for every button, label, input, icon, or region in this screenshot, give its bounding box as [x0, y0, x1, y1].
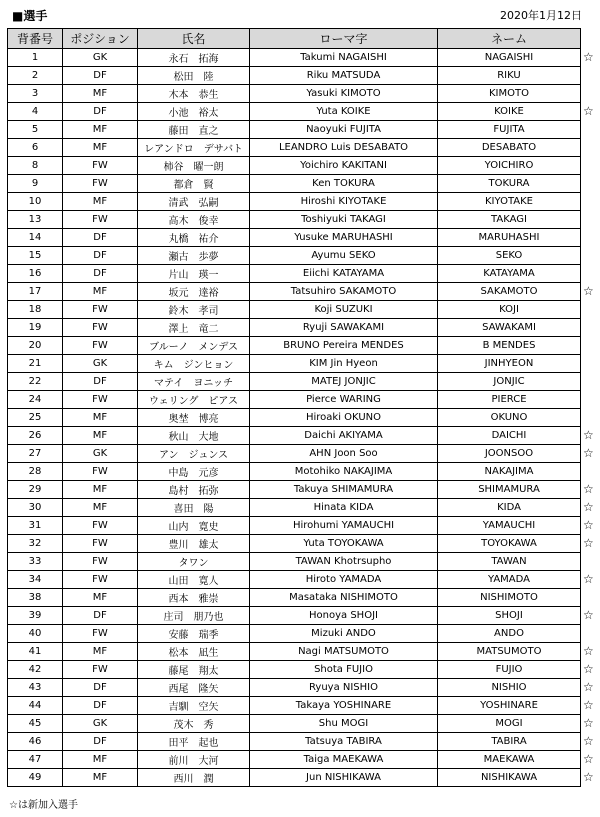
cell-name: 松田 陸 — [138, 67, 250, 85]
cell-name: 庄司 朋乃也 — [138, 607, 250, 625]
cell-position: FW — [63, 157, 138, 175]
cell-roman: Hiroto YAMADA — [250, 571, 438, 589]
page-title: ■選手 — [12, 9, 48, 23]
cell-roman: Yusuke MARUHASHI — [250, 229, 438, 247]
cell-number: 4 — [8, 103, 63, 121]
new-player-star-icon: ☆ — [583, 446, 594, 460]
cell-number: 25 — [8, 409, 63, 427]
cell-position: MF — [63, 499, 138, 517]
cell-roman: Yasuki KIMOTO — [250, 85, 438, 103]
cell-name: 吉馴 空矢 — [138, 697, 250, 715]
cell-roman: Takaya YOSHINARE — [250, 697, 438, 715]
table-row — [8, 283, 581, 301]
cell-roman: Takumi NAGAISHI — [250, 49, 438, 67]
table-row — [8, 247, 581, 265]
cell-number: 29 — [8, 481, 63, 499]
cell-name: ウェリング ピアス — [138, 391, 250, 409]
cell-number: 38 — [8, 589, 63, 607]
cell-position: FW — [63, 337, 138, 355]
new-player-star-icon: ☆ — [583, 284, 594, 298]
new-player-star-icon: ☆ — [583, 608, 594, 622]
cell-number: 49 — [8, 769, 63, 787]
cell-roman: Motohiko NAKAJIMA — [250, 463, 438, 481]
cell-position: FW — [63, 391, 138, 409]
cell-nickname: YAMADA — [438, 571, 581, 589]
cell-name: 藤尾 翔太 — [138, 661, 250, 679]
cell-name: 茂木 秀 — [138, 715, 250, 733]
cell-roman: Nagi MATSUMOTO — [250, 643, 438, 661]
cell-roman: Ken TOKURA — [250, 175, 438, 193]
cell-position: MF — [63, 751, 138, 769]
col-header-position: ポジション — [63, 29, 138, 49]
cell-roman: LEANDRO Luis DESABATO — [250, 139, 438, 157]
cell-roman: TAWAN Khotrsupho — [250, 553, 438, 571]
new-player-star-icon: ☆ — [583, 536, 594, 550]
table-row — [8, 373, 581, 391]
table-row — [8, 571, 581, 589]
cell-number: 42 — [8, 661, 63, 679]
cell-name: タワン — [138, 553, 250, 571]
cell-name: 田平 起也 — [138, 733, 250, 751]
table-row — [8, 409, 581, 427]
cell-nickname: TABIRA — [438, 733, 581, 751]
table-row — [8, 751, 581, 769]
table-row — [8, 697, 581, 715]
cell-number: 16 — [8, 265, 63, 283]
cell-name: 豊川 雄太 — [138, 535, 250, 553]
cell-roman: Toshiyuki TAKAGI — [250, 211, 438, 229]
cell-position: GK — [63, 715, 138, 733]
cell-roman: Eiichi KATAYAMA — [250, 265, 438, 283]
cell-name: 松本 凪生 — [138, 643, 250, 661]
table-row — [8, 445, 581, 463]
cell-nickname: JOONSOO — [438, 445, 581, 463]
table-row — [8, 715, 581, 733]
cell-roman: Riku MATSUDA — [250, 67, 438, 85]
cell-name: 小池 裕太 — [138, 103, 250, 121]
cell-nickname: NAGAISHI — [438, 49, 581, 67]
cell-position: MF — [63, 409, 138, 427]
cell-roman: Hiroaki OKUNO — [250, 409, 438, 427]
cell-nickname: MATSUMOTO — [438, 643, 581, 661]
cell-nickname: NISHIO — [438, 679, 581, 697]
footnote: ☆は新加入選手 — [9, 800, 78, 811]
col-header-name: 氏名 — [138, 29, 250, 49]
cell-number: 18 — [8, 301, 63, 319]
cell-nickname: TAWAN — [438, 553, 581, 571]
table-row — [8, 517, 581, 535]
cell-nickname: YAMAUCHI — [438, 517, 581, 535]
table-row — [8, 391, 581, 409]
cell-position: FW — [63, 517, 138, 535]
cell-roman: Hinata KIDA — [250, 499, 438, 517]
cell-number: 39 — [8, 607, 63, 625]
cell-roman: Takuya SHIMAMURA — [250, 481, 438, 499]
table-row — [8, 769, 581, 787]
cell-nickname: B MENDES — [438, 337, 581, 355]
col-header-nickname: ネーム — [438, 29, 581, 49]
cell-number: 34 — [8, 571, 63, 589]
new-player-star-icon: ☆ — [583, 644, 594, 658]
document-date: 2020年1月12日 — [500, 9, 582, 22]
cell-name: マテイ ヨニッチ — [138, 373, 250, 391]
cell-number: 41 — [8, 643, 63, 661]
table-row — [8, 175, 581, 193]
cell-position: MF — [63, 193, 138, 211]
cell-number: 45 — [8, 715, 63, 733]
cell-number: 30 — [8, 499, 63, 517]
cell-position: MF — [63, 427, 138, 445]
cell-name: 清武 弘嗣 — [138, 193, 250, 211]
cell-roman: Ryuji SAWAKAMI — [250, 319, 438, 337]
cell-name: 高木 俊幸 — [138, 211, 250, 229]
cell-nickname: MARUHASHI — [438, 229, 581, 247]
cell-position: DF — [63, 679, 138, 697]
cell-nickname: KIMOTO — [438, 85, 581, 103]
cell-position: GK — [63, 355, 138, 373]
cell-nickname: SHIMAMURA — [438, 481, 581, 499]
cell-nickname: DAICHI — [438, 427, 581, 445]
cell-roman: Masataka NISHIMOTO — [250, 589, 438, 607]
col-header-roman: ローマ字 — [250, 29, 438, 49]
cell-name: 喜田 陽 — [138, 499, 250, 517]
table-row — [8, 679, 581, 697]
cell-nickname: DESABATO — [438, 139, 581, 157]
new-player-star-icon: ☆ — [583, 752, 594, 766]
col-header-number: 背番号 — [8, 29, 63, 49]
cell-position: MF — [63, 769, 138, 787]
new-player-star-icon: ☆ — [583, 572, 594, 586]
table-row — [8, 121, 581, 139]
cell-position: DF — [63, 607, 138, 625]
cell-roman: Hiroshi KIYOTAKE — [250, 193, 438, 211]
cell-roman: Daichi AKIYAMA — [250, 427, 438, 445]
cell-number: 32 — [8, 535, 63, 553]
cell-number: 2 — [8, 67, 63, 85]
roster-table — [7, 28, 581, 787]
cell-position: MF — [63, 643, 138, 661]
cell-roman: Koji SUZUKI — [250, 301, 438, 319]
cell-name: 安藤 瑞季 — [138, 625, 250, 643]
table-row — [8, 337, 581, 355]
cell-number: 20 — [8, 337, 63, 355]
cell-number: 3 — [8, 85, 63, 103]
cell-number: 43 — [8, 679, 63, 697]
cell-roman: Yoichiro KAKITANI — [250, 157, 438, 175]
cell-roman: MATEJ JONJIC — [250, 373, 438, 391]
cell-position: MF — [63, 589, 138, 607]
cell-position: MF — [63, 481, 138, 499]
cell-position: GK — [63, 49, 138, 67]
cell-name: ブルーノ メンデス — [138, 337, 250, 355]
table-row — [8, 193, 581, 211]
cell-name: 前川 大河 — [138, 751, 250, 769]
cell-name: 西本 雅崇 — [138, 589, 250, 607]
table-row — [8, 103, 581, 121]
cell-name: 都倉 賢 — [138, 175, 250, 193]
cell-position: DF — [63, 229, 138, 247]
cell-name: キム ジンヒョン — [138, 355, 250, 373]
cell-number: 17 — [8, 283, 63, 301]
cell-roman: KIM Jin Hyeon — [250, 355, 438, 373]
cell-name: 澤上 竜二 — [138, 319, 250, 337]
cell-nickname: NAKAJIMA — [438, 463, 581, 481]
cell-position: FW — [63, 319, 138, 337]
cell-position: FW — [63, 301, 138, 319]
table-row — [8, 229, 581, 247]
cell-roman: AHN Joon Soo — [250, 445, 438, 463]
cell-number: 15 — [8, 247, 63, 265]
cell-roman: Yuta KOIKE — [250, 103, 438, 121]
cell-nickname: SAKAMOTO — [438, 283, 581, 301]
table-row — [8, 355, 581, 373]
cell-name: 瀬古 歩夢 — [138, 247, 250, 265]
table-row — [8, 481, 581, 499]
table-row — [8, 301, 581, 319]
cell-position: DF — [63, 247, 138, 265]
cell-name: 西尾 隆矢 — [138, 679, 250, 697]
cell-nickname: OKUNO — [438, 409, 581, 427]
cell-number: 24 — [8, 391, 63, 409]
new-player-star-icon: ☆ — [583, 500, 594, 514]
cell-nickname: YOSHINARE — [438, 697, 581, 715]
cell-position: DF — [63, 265, 138, 283]
table-row — [8, 49, 581, 67]
table-row — [8, 499, 581, 517]
cell-nickname: PIERCE — [438, 391, 581, 409]
table-row — [8, 643, 581, 661]
cell-number: 46 — [8, 733, 63, 751]
cell-nickname: KATAYAMA — [438, 265, 581, 283]
table-row — [8, 607, 581, 625]
cell-nickname: KIYOTAKE — [438, 193, 581, 211]
cell-position: FW — [63, 571, 138, 589]
cell-position: MF — [63, 283, 138, 301]
table-row — [8, 67, 581, 85]
cell-nickname: TOYOKAWA — [438, 535, 581, 553]
table-row — [8, 265, 581, 283]
cell-name: 山田 寛人 — [138, 571, 250, 589]
cell-position: FW — [63, 463, 138, 481]
cell-nickname: JONJIC — [438, 373, 581, 391]
new-player-star-icon: ☆ — [583, 698, 594, 712]
cell-roman: Pierce WARING — [250, 391, 438, 409]
cell-nickname: KOJI — [438, 301, 581, 319]
cell-name: 山内 寛史 — [138, 517, 250, 535]
cell-roman: Jun NISHIKAWA — [250, 769, 438, 787]
cell-position: DF — [63, 733, 138, 751]
cell-position: DF — [63, 373, 138, 391]
cell-number: 13 — [8, 211, 63, 229]
cell-roman: Tatsuya TABIRA — [250, 733, 438, 751]
cell-position: MF — [63, 85, 138, 103]
cell-name: 西川 潤 — [138, 769, 250, 787]
cell-position: DF — [63, 697, 138, 715]
cell-roman: Honoya SHOJI — [250, 607, 438, 625]
cell-nickname: KIDA — [438, 499, 581, 517]
cell-position: FW — [63, 535, 138, 553]
cell-name: 片山 瑛一 — [138, 265, 250, 283]
cell-number: 14 — [8, 229, 63, 247]
cell-number: 9 — [8, 175, 63, 193]
cell-name: 島村 拓弥 — [138, 481, 250, 499]
cell-name: 柿谷 曜一朗 — [138, 157, 250, 175]
cell-nickname: SHOJI — [438, 607, 581, 625]
cell-name: 永石 拓海 — [138, 49, 250, 67]
cell-number: 22 — [8, 373, 63, 391]
table-row — [8, 85, 581, 103]
cell-nickname: JINHYEON — [438, 355, 581, 373]
cell-number: 31 — [8, 517, 63, 535]
cell-name: 秋山 大地 — [138, 427, 250, 445]
table-row — [8, 535, 581, 553]
cell-position: FW — [63, 211, 138, 229]
table-row — [8, 733, 581, 751]
new-player-star-icon: ☆ — [583, 518, 594, 532]
cell-nickname: NISHIKAWA — [438, 769, 581, 787]
cell-position: MF — [63, 121, 138, 139]
cell-nickname: FUJITA — [438, 121, 581, 139]
table-row — [8, 211, 581, 229]
cell-roman: Shota FUJIO — [250, 661, 438, 679]
cell-number: 44 — [8, 697, 63, 715]
cell-position: FW — [63, 553, 138, 571]
cell-nickname: YOICHIRO — [438, 157, 581, 175]
table-row — [8, 625, 581, 643]
cell-number: 21 — [8, 355, 63, 373]
cell-roman: BRUNO Pereira MENDES — [250, 337, 438, 355]
new-player-star-icon: ☆ — [583, 428, 594, 442]
cell-roman: Naoyuki FUJITA — [250, 121, 438, 139]
cell-position: DF — [63, 103, 138, 121]
new-player-star-icon: ☆ — [583, 716, 594, 730]
table-row — [8, 139, 581, 157]
cell-roman: Hirohumi YAMAUCHI — [250, 517, 438, 535]
cell-name: レアンドロ デサバト — [138, 139, 250, 157]
cell-position: FW — [63, 625, 138, 643]
cell-number: 8 — [8, 157, 63, 175]
table-row — [8, 589, 581, 607]
cell-nickname: MAEKAWA — [438, 751, 581, 769]
cell-number: 40 — [8, 625, 63, 643]
cell-roman: Ryuya NISHIO — [250, 679, 438, 697]
cell-number: 10 — [8, 193, 63, 211]
cell-number: 19 — [8, 319, 63, 337]
cell-nickname: MOGI — [438, 715, 581, 733]
cell-name: 丸橋 祐介 — [138, 229, 250, 247]
cell-position: GK — [63, 445, 138, 463]
cell-number: 33 — [8, 553, 63, 571]
cell-nickname: SAWAKAMI — [438, 319, 581, 337]
roster-body — [8, 49, 581, 787]
cell-number: 1 — [8, 49, 63, 67]
new-player-star-icon: ☆ — [583, 662, 594, 676]
cell-roman: Tatsuhiro SAKAMOTO — [250, 283, 438, 301]
cell-nickname: KOIKE — [438, 103, 581, 121]
new-player-star-icon: ☆ — [583, 50, 594, 64]
cell-number: 26 — [8, 427, 63, 445]
cell-position: DF — [63, 67, 138, 85]
cell-number: 27 — [8, 445, 63, 463]
table-row — [8, 553, 581, 571]
cell-position: FW — [63, 661, 138, 679]
cell-roman: Ayumu SEKO — [250, 247, 438, 265]
cell-roman: Yuta TOYOKAWA — [250, 535, 438, 553]
cell-number: 5 — [8, 121, 63, 139]
table-row — [8, 427, 581, 445]
cell-nickname: SEKO — [438, 247, 581, 265]
header-row — [8, 29, 581, 49]
cell-nickname: FUJIO — [438, 661, 581, 679]
cell-nickname: ANDO — [438, 625, 581, 643]
cell-name: 中島 元彦 — [138, 463, 250, 481]
roster-header — [8, 29, 581, 49]
cell-nickname: RIKU — [438, 67, 581, 85]
table-row — [8, 463, 581, 481]
table-row — [8, 319, 581, 337]
cell-name: 坂元 達裕 — [138, 283, 250, 301]
cell-nickname: TOKURA — [438, 175, 581, 193]
cell-nickname: NISHIMOTO — [438, 589, 581, 607]
cell-nickname: TAKAGI — [438, 211, 581, 229]
new-player-star-icon: ☆ — [583, 770, 594, 784]
cell-name: アン ジュンス — [138, 445, 250, 463]
new-player-star-icon: ☆ — [583, 680, 594, 694]
cell-position: MF — [63, 139, 138, 157]
cell-name: 鈴木 孝司 — [138, 301, 250, 319]
cell-number: 6 — [8, 139, 63, 157]
cell-roman: Taiga MAEKAWA — [250, 751, 438, 769]
cell-name: 奥埜 博亮 — [138, 409, 250, 427]
cell-name: 木本 恭生 — [138, 85, 250, 103]
table-row — [8, 157, 581, 175]
cell-roman: Shu MOGI — [250, 715, 438, 733]
new-player-star-icon: ☆ — [583, 482, 594, 496]
cell-name: 藤田 直之 — [138, 121, 250, 139]
new-player-star-icon: ☆ — [583, 734, 594, 748]
cell-number: 47 — [8, 751, 63, 769]
cell-roman: Mizuki ANDO — [250, 625, 438, 643]
cell-position: FW — [63, 175, 138, 193]
new-player-star-icon: ☆ — [583, 104, 594, 118]
table-row — [8, 661, 581, 679]
cell-number: 28 — [8, 463, 63, 481]
